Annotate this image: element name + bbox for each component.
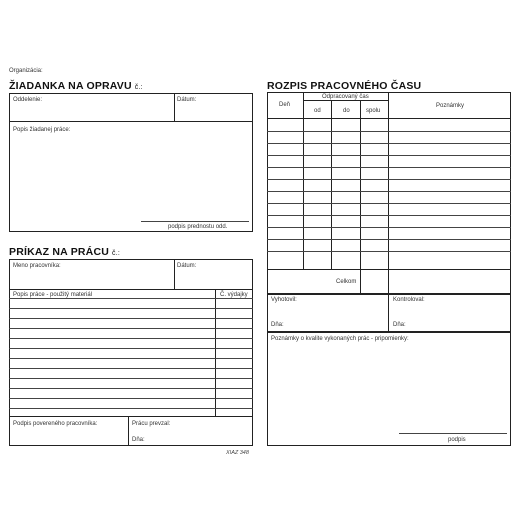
schedule-row-line	[267, 203, 511, 204]
request-number-label: č.:	[134, 84, 143, 91]
department-label: Oddelenie:	[13, 97, 43, 103]
quality-notes-label: Poznámky o kvalite vykonaných prác - pripomienky:	[271, 336, 409, 342]
order-date-label: Dátum:	[177, 263, 197, 269]
worked-time-subheader-divider	[303, 100, 388, 101]
department-head-signature-label: podpis prednostu odd.	[168, 224, 228, 230]
work-material-label: Popis práce - použitý materiál	[13, 292, 93, 298]
from-col-divider	[331, 100, 332, 269]
schedule-row-line	[267, 155, 511, 156]
material-line	[9, 298, 253, 299]
order-number-label: č.:	[112, 250, 121, 257]
issue-slip-number-label: Č. výdajky	[220, 292, 248, 298]
total-col-divider	[388, 92, 389, 294]
schedule-row-line	[267, 131, 511, 132]
organization-label: Organizácia:	[9, 68, 43, 74]
checked-by-label: Kontroloval:	[393, 297, 425, 303]
schedule-row-line	[267, 227, 511, 228]
to-header: do	[343, 108, 350, 114]
schedule-row-line	[267, 167, 511, 168]
request-row-divider	[9, 121, 253, 122]
day-header: Deň	[279, 102, 291, 108]
material-line	[9, 368, 253, 369]
worker-name-label: Meno pracovníka:	[13, 263, 61, 269]
schedule-row-line	[267, 191, 511, 192]
order-col-divider	[174, 259, 175, 289]
work-description-label: Popis žiadanej práce:	[13, 127, 71, 133]
schedule-header-divider	[267, 118, 511, 119]
schedule-title: ROZPIS PRACOVNÉHO ČASU	[267, 80, 422, 92]
order-footer-divider	[9, 416, 253, 417]
executed-date-label: Dňa:	[271, 322, 284, 328]
material-line	[9, 408, 253, 409]
material-line	[9, 308, 253, 309]
schedule-row-line	[267, 239, 511, 240]
schedule-row-line	[267, 143, 511, 144]
signature-line	[141, 221, 249, 222]
material-line	[9, 328, 253, 329]
material-line	[9, 358, 253, 359]
approval-box	[267, 294, 511, 332]
to-col-divider	[360, 100, 361, 294]
order-title	[9, 247, 120, 258]
schedule-row-line	[267, 215, 511, 216]
quality-signature-line	[399, 433, 507, 434]
schedule-row-line	[267, 179, 511, 180]
accepted-date-label: Dňa:	[132, 437, 145, 443]
executed-by-label: Vyhotovil:	[271, 297, 297, 303]
order-title-text: PRÍKAZ NA PRÁCU	[9, 246, 110, 258]
quality-notes-box	[267, 332, 511, 446]
request-title-text: ŽIADANKA NA OPRAVU	[9, 80, 132, 92]
schedule-row-line	[267, 251, 511, 252]
total-col-header: spolu	[366, 108, 381, 114]
order-box	[9, 259, 253, 446]
material-line	[9, 398, 253, 399]
request-date-label: Dátum:	[177, 97, 197, 103]
order-row-divider	[9, 289, 253, 290]
quality-signature-label: podpis	[448, 437, 466, 443]
total-label: Celkom	[336, 279, 357, 285]
worked-time-header: Odpracovaný čas	[322, 94, 369, 100]
day-col-divider	[303, 92, 304, 294]
request-box	[9, 93, 253, 232]
request-title	[9, 81, 143, 92]
request-col-divider	[174, 93, 175, 121]
order-footer-col-divider	[128, 416, 129, 446]
material-line	[9, 318, 253, 319]
material-line	[9, 388, 253, 389]
checked-date-label: Dňa:	[393, 322, 406, 328]
notes-header: Poznámky	[436, 103, 465, 109]
material-line	[9, 378, 253, 379]
form-code: XIAZ 348	[226, 450, 249, 456]
accepted-by-label: Prácu prevzal:	[132, 421, 171, 427]
material-line	[9, 338, 253, 339]
approval-col-divider	[388, 294, 389, 332]
material-line	[9, 348, 253, 349]
authorized-worker-signature-label: Podpis povereného pracovníka:	[13, 421, 98, 427]
from-header: od	[314, 108, 321, 114]
